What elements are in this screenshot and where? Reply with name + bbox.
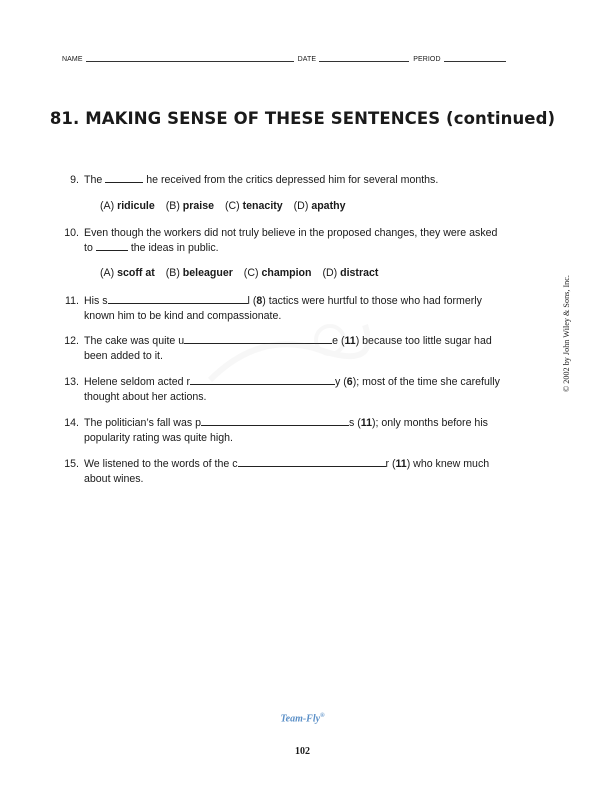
option-b: (B) beleaguer (165, 267, 233, 279)
option-c: (C) tenacity (224, 200, 283, 212)
option-c: (C) champion (243, 267, 312, 279)
faint-watermark-graphic (200, 310, 370, 400)
option-d: (D) distract (322, 267, 379, 279)
copyright-notice: © 2002 by John Wiley & Sons, Inc. (562, 275, 571, 392)
question-text: Helene seldom acted r y (6); most of the time she carefully thought about her actions. (84, 376, 500, 403)
question-14 (63, 416, 533, 446)
name-line (86, 60, 294, 62)
question-number: 10. (64, 227, 79, 239)
question-text: We listened to the words of the c r (11) who knew much about wines. (84, 458, 490, 485)
answer-blank (201, 424, 349, 426)
option-d: (D) apathy (293, 200, 346, 212)
name-label: NAME (62, 56, 83, 63)
question-number: 12. (64, 335, 79, 347)
question-number: 9. (70, 174, 79, 186)
question-number: 11. (65, 295, 79, 307)
page-title: 81. MAKING SENSE OF THESE SENTENCES (continued) (49, 109, 556, 128)
question-text: The cake was quite u e (11) because too little sugar had been added to it. (84, 335, 492, 362)
option-a: (A) scoff at (100, 267, 155, 279)
page-number: 102 (295, 746, 310, 757)
answer-blank (105, 181, 143, 183)
question-number: 14. (64, 417, 79, 429)
question-15 (63, 457, 533, 487)
option-b: (B) praise (165, 200, 215, 212)
question-number: 13. (64, 376, 79, 388)
question-text: The politician’s fall was p s (11); only months before his popularity rating was quite high. (84, 417, 488, 444)
date-label: DATE (297, 56, 317, 63)
question-10 (63, 226, 533, 256)
option-a: (A) ridicule (100, 200, 155, 212)
team-fly-brand: Team-Fly® (280, 713, 325, 725)
question-number: 15. (64, 458, 79, 470)
answer-blank (108, 302, 248, 304)
question-text: His s l (8) tactics were hurtful to those who had formerly known him to be kind and compassionate. (84, 295, 482, 322)
question-text: The he received from the critics depressed him for several months. (84, 174, 439, 186)
period-line (444, 60, 506, 62)
question-text: Even though the workers did not truly believe in the proposed changes, they were asked to the ideas in public. (84, 227, 498, 254)
date-line (319, 60, 409, 62)
answer-blank (238, 465, 386, 467)
question-9-options (100, 200, 345, 212)
period-label: PERIOD (413, 56, 441, 63)
question-10-options (100, 267, 378, 279)
student-info-header (62, 56, 530, 63)
answer-blank (96, 249, 128, 251)
question-9 (63, 173, 533, 189)
